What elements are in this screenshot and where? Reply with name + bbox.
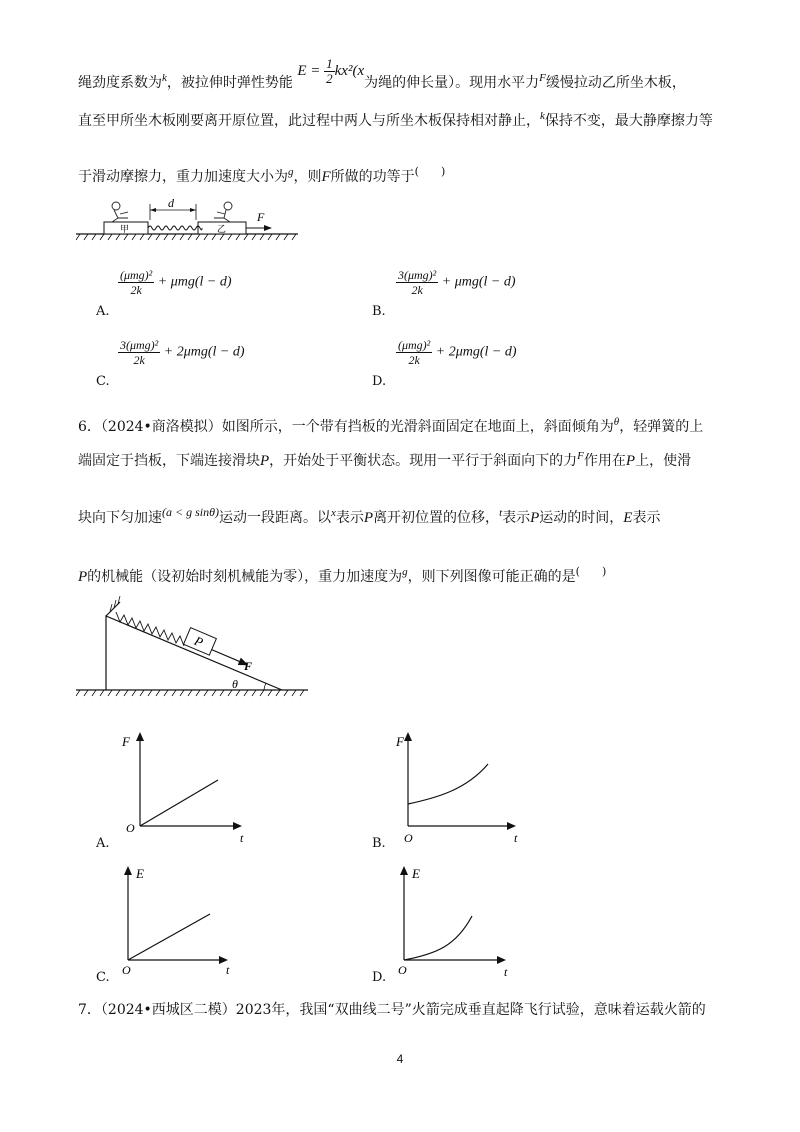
option-c-expression[interactable]: $\frac{\text{3(μmg)²}}{2k}$ + 2μmg(l − d)	[120, 338, 245, 367]
incline-figure	[76, 594, 316, 704]
boards-spring-figure	[76, 194, 306, 244]
option-a-label[interactable]: A.	[96, 304, 110, 319]
option-b-label[interactable]: B.	[372, 304, 386, 319]
q6-text-line-3: 块向下匀加速(a < g sinθ)运动一段距离。以$^x$表示P离开初位置的位移，$^t$表示P运动的时间，E表示	[78, 505, 661, 526]
board-yi-label: 乙	[217, 225, 227, 235]
option-a-expression[interactable]: $\frac{\text{(μmg)²}}{2k}$ + μmg(l − d)	[120, 268, 232, 297]
q6-text-line-1: 6．（2024•商洛模拟）如图所示，一个带有挡板的光滑斜面固定在地面上，斜面倾角为$^\theta$，轻弹簧的上	[78, 416, 704, 435]
graph-a[interactable]	[118, 732, 248, 845]
graph-b[interactable]	[396, 732, 526, 845]
q7-text-line-1: 7．（2024•西城区二模）2023年，我国“双曲线二号”火箭完成垂直起降飞行试验，意味着运载火箭的	[78, 1002, 706, 1018]
option-c-label[interactable]: C.	[96, 374, 110, 389]
block-P-label: P	[192, 633, 206, 650]
graph-a-origin: O	[126, 821, 135, 835]
distance-d-label: d	[168, 196, 174, 210]
problem-text-line-1: 绳劲度系数为$^k$，被拉伸时弹性势能 E = $\frac{1}{2}$ kx²(x为绳的伸长量）。现用水平力$^F$缓慢拉动乙所坐木板，	[78, 56, 686, 91]
graph-a-option-label[interactable]: A.	[96, 836, 110, 851]
graph-c-option-label[interactable]: C.	[96, 970, 110, 985]
problem-text-line-3: 于滑动摩擦力，重力加速度大小为$^g$，则F所做的功等于( )	[78, 165, 446, 185]
option-d-label[interactable]: D.	[372, 374, 387, 389]
q6-text-line-2: 端固定于挡板，下端连接滑块P，开始处于平衡状态。现用一平行于斜面向下的力$^F$作用在P上，使滑	[78, 450, 692, 469]
graph-d-y-label: E	[412, 866, 420, 881]
energy-formula: E = $\frac{1}{2}$ kx²(x	[297, 56, 365, 87]
graph-a-y-label: F	[122, 734, 130, 749]
graph-d-option-label[interactable]: D.	[372, 970, 387, 985]
graph-c-origin: O	[122, 963, 131, 977]
angle-theta-label: θ	[232, 677, 238, 691]
option-b-expression[interactable]: $\frac{\text{3(μmg)²}}{2k}$ + μmg(l − d)	[398, 268, 516, 297]
graph-b-origin: O	[404, 831, 413, 845]
force-F-label: F	[257, 210, 265, 224]
graph-b-x-label: t	[514, 831, 518, 845]
graph-c-y-label: E	[136, 866, 144, 881]
incline-force-F-label: F	[244, 659, 253, 673]
board-jia-label: 甲	[120, 225, 130, 235]
option-d-expression[interactable]: $\frac{\text{(μmg)²}}{2k}$ + 2μmg(l − d)	[398, 338, 517, 367]
graph-d-origin: O	[398, 963, 407, 977]
graph-c[interactable]	[118, 864, 248, 977]
graph-a-x-label: t	[240, 831, 244, 845]
person-jia-icon	[112, 202, 128, 222]
page-number: 4	[396, 1052, 404, 1066]
person-yi-icon	[214, 202, 232, 222]
graph-d-x-label: t	[504, 965, 508, 979]
graph-c-x-label: t	[226, 963, 230, 977]
graph-d[interactable]	[396, 864, 526, 979]
graph-b-y-label: F	[396, 734, 404, 749]
q6-text-line-4: P的机械能（设初始时刻机械能为零），重力加速度为$^g$，则下列图像可能正确的是( )	[78, 565, 607, 585]
problem-text-line-2: 直至甲所坐木板刚要离开原位置，此过程中两人与所坐木板保持相对静止，$^k$保持不变，最大静摩擦力等	[78, 110, 713, 129]
graph-b-option-label[interactable]: B.	[372, 836, 386, 851]
